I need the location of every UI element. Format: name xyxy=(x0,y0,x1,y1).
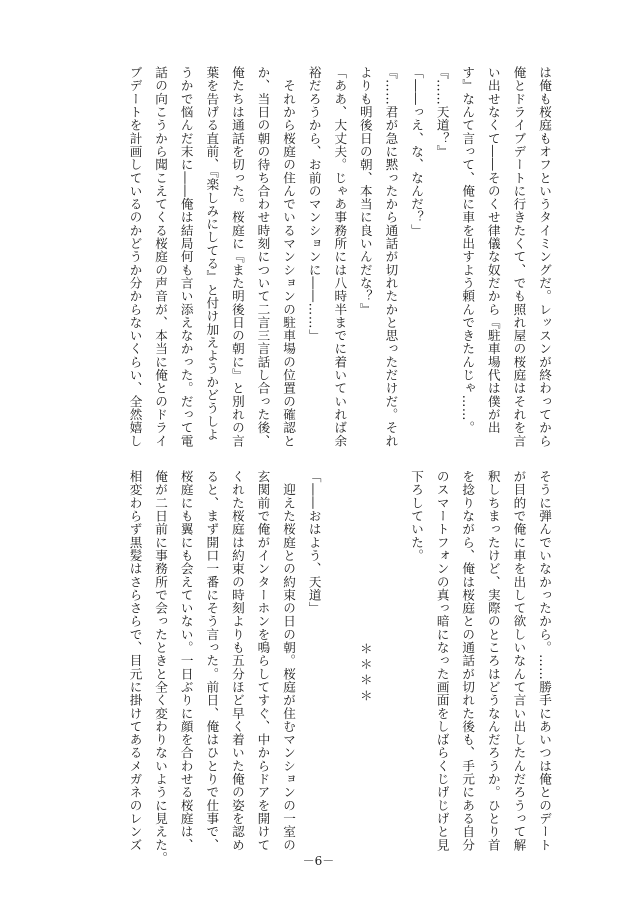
section-separator: ＊＊＊＊ xyxy=(357,642,373,705)
page-number: －6－ xyxy=(302,854,335,868)
upper-text-block xyxy=(122,66,557,448)
text-line: 下ろしていた。 xyxy=(409,470,425,563)
text-line: 裕だろうから、お前のマンションに――……」 xyxy=(306,66,322,343)
text-line: 俺が二日前に事務所で会ったときと全く変わりないように見えた。 xyxy=(153,470,169,865)
text-line: そうに弾んでいなかったから。……勝手にあいつは俺とのデート xyxy=(537,470,552,852)
text-line: か、当日の朝の待ち合わせ時刻について二言三言話し合った後、 xyxy=(255,66,271,448)
text-line: 『……天道？』 xyxy=(434,66,450,159)
text-line: うかで悩んだ末に――俺は結局何も言い添えなかった。だって電 xyxy=(178,66,194,448)
text-line: 「ああ、大丈夫。じゃあ事務所には八時半までに着いていれば余 xyxy=(332,66,348,448)
text-line: 迎えた桜庭との約束の日の朝。桜庭が住むマンションの一室の xyxy=(281,470,297,852)
text-line: 釈しちまったけど、実際のところはどうなんだろうか。ひとり首 xyxy=(485,470,501,852)
text-line: 玄関前で俺がインターホンを鳴らしてすぐ、中からドアを開けて xyxy=(255,470,271,852)
text-line: は俺も桜庭もオフというタイミングだ。レッスンが終わってから xyxy=(537,66,552,448)
text-line: ると、まず開口一番にそう言った。前日、俺はひとりで仕事で、 xyxy=(204,470,220,852)
text-line xyxy=(378,470,404,838)
text-line: が目的で俺に車を出して欲しいなんて言い出したんだろうって解 xyxy=(511,470,527,852)
text-line: それから桜庭の住んでいるマンションの駐車場の位置の確認と xyxy=(281,66,297,448)
text-line xyxy=(327,470,353,838)
text-line: くれた桜庭は約束の時刻よりも五分ほど早く着いた俺の姿を認め xyxy=(229,470,245,852)
text-line: 「――おはよう、天道」 xyxy=(306,470,322,615)
text-line: ブデートを計画しているのかどうか分からないくらい、全然嬉し xyxy=(127,66,143,448)
text-line: 話の向こうから聞こえてくる桜庭の声音が、本当に俺とのドライ xyxy=(153,66,169,448)
text-line: 桜庭にも翼にも会えていない。一日ぶりに顔を合わせる桜庭は、 xyxy=(178,470,194,852)
text-line: のスマートフォンの真っ暗になった画面をしばらくじげじげと見 xyxy=(434,470,450,852)
text-line: 『……君が急に黙ったから通話が切れたかと思っただけだ。それ xyxy=(383,66,399,448)
text-line: 俺たちは通話を切った。桜庭に『また明後日の朝に』と別れの言 xyxy=(229,66,245,448)
text-line: 葉を告げる直前、『楽しみにしてる』と付け加えようかどうしよ xyxy=(204,66,220,442)
text-line: を捻りながら、俺は桜庭との通話が切れた後も、手元にある自分 xyxy=(460,470,476,852)
text-line: す』なんて言って、俺に車を出すよう頼んできたんじゃ……。 xyxy=(460,66,476,435)
text-line: 俺とドライブデートに行きたくて、でも照れ屋の桜庭はそれを言 xyxy=(511,66,527,448)
text-line: 相変わらず黒髪はさらさらで、目元に掛けてあるメガネのレンズ xyxy=(127,470,143,852)
text-line: 「――っえ、な、なんだ？」 xyxy=(409,66,425,237)
lower-text-block xyxy=(122,470,557,865)
text-line: よりも明後日の朝、本当に良いんだな？』 xyxy=(357,66,373,316)
text-line: い出せなくて――そのくせ律儀な奴だから『駐車場代は僕が出 xyxy=(485,66,501,435)
